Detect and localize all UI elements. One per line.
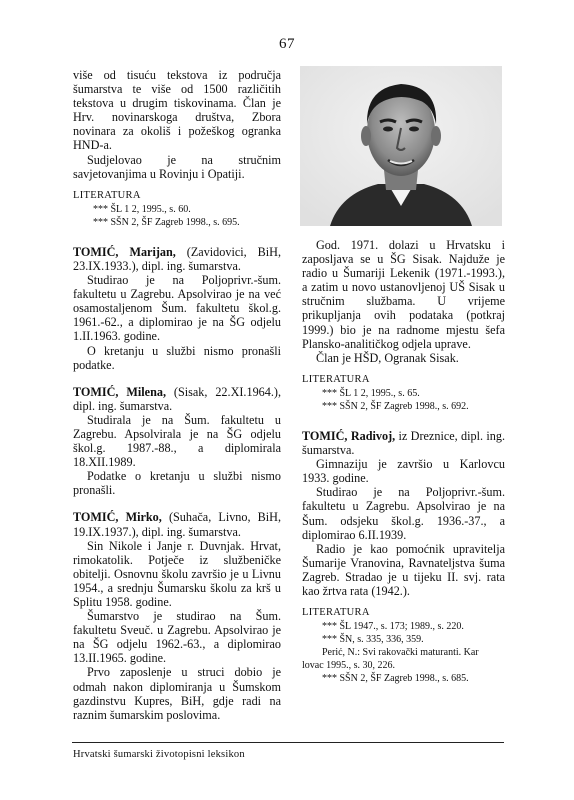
entry-paragraph: Prvo zaposlenje u struci dobio je odmah nakon diplomiranja u Šumskom gazdinstvu Kupres, BiH, gdje radi na raznim šumarskim poslovima. [73, 665, 281, 722]
literature-item: *** ŠL 1 2, 1995., s. 65. [322, 387, 420, 399]
entry-paragraph: Studirao je na Poljoprivr.-šum. fakultetu u Zagrebu. Apsolvirao je na već osamostaljenom Šum. fakultetu škol.g. 1961.-62., a diplomirao je na ŠG odjelu 1.II.1963. godine. [73, 273, 281, 344]
literature-item: *** ŠN, s. 335, 336, 359. [322, 634, 424, 646]
entry-milena [73, 385, 281, 498]
literature-title: LITERATURA [73, 189, 141, 201]
footer-rule [72, 742, 504, 743]
entry-header: (Zavidovici, BiH, 23.IX.1933.), dipl. ing. šumarstva. [73, 244, 282, 273]
entry-paragraph: Sin Nikole i Janje r. Duvnjak. Hrvat, rimokatolik. Potječe iz službeničke obitelji. Osnovnu školu završio je u Livnu 1954., a srednju Šumarsku školu za krš u Splitu 1958. godine. [73, 538, 281, 609]
entry-name: TOMIĆ, Mirko, [73, 510, 162, 525]
entry-paragraph: Studirala je na Šum. fakultetu u Zagrebu. Apsolvirala je na ŠG odjelu škol.g. 1987.-88., a diplomirala 18.XII.1989. [73, 412, 281, 470]
entry-paragraph: Studirao je na Poljoprivr.-šum. fakultetu u Zagrebu. Apsolvirao je na Šum. odsjeku škol.g. 1936.-37., a diplomirao 6.II.1939. [302, 485, 505, 542]
entry-name: TOMIĆ, Radivoj, [302, 428, 396, 443]
literature-item: *** ŠL 1947., s. 173; 1989., s. 220. [322, 621, 464, 633]
entry-paragraph: Šumarstvo je studirao na Šum. fakultetu Sveuč. u Zagrebu. Apsolvirao je na ŠG odjelu 1962.-63., a diplomirao 13.II.1965. godine. [73, 609, 281, 666]
entry-header: (Suhača, Livno, BiH, 19.IX.1937.), dipl. ing. šumarstva. [73, 510, 282, 539]
literature-item: Perić, N.: Svi rakovački maturanti. Kar [322, 647, 479, 659]
entry-paragraph: Podatke o kretanju u službi nismo pronašli. [73, 469, 281, 498]
cont-paragraph: Član je HŠD, Ogranak Sisak. [316, 350, 459, 365]
portrait-photo [300, 66, 502, 226]
literature-title: LITERATURA [302, 607, 370, 619]
literature-item: *** SŠN 2, ŠF Zagreb 1998., s. 692. [322, 400, 469, 412]
cont-paragraph: God. 1971. dolazi u Hrvatsku i zaposljava se u ŠG Sisak. Najduže je radio u Šumariji Lekenik (1971.-1993.), a zatim u novo ustanovljenoj UŠ Sisak u stručnim službama. U vrijeme prikupljanja ovih podataka (potkraj 1999.) bio je na radnome mjestu šefa Plansko-analitičkog odjela uprave. [302, 238, 505, 351]
footer-title: Hrvatski šumarski životopisni leksikon [73, 749, 245, 760]
literature-item: lovac 1995., s. 30, 226. [302, 660, 396, 672]
entry-paragraph: Radio je kao pomoćnik upravitelja Šumarije Vranovina, Ravnateljstva šuma Zagreb. Stradao je u tijeku II. svj. rata kao žrtva rata (1942.). [302, 541, 505, 598]
entry-radivoj [302, 429, 505, 685]
intro-paragraph-2: Sudjelovao je na stručnim savjetovanjima u Rovinju i Opatiji. [73, 152, 281, 181]
entry-header: iz Dreznice, dipl. ing. šumarstva. [302, 428, 505, 458]
entry-marijan [73, 245, 281, 372]
literature-item: *** SŠN 2, ŠF Zagreb 1998., s. 685. [322, 673, 469, 685]
left-column [73, 68, 281, 722]
entry-paragraph: O kretanju u službi nismo pronašli podatke. [73, 343, 281, 372]
entry-mirko [73, 510, 281, 721]
literature-title: LITERATURA [302, 373, 370, 385]
entry-paragraph: Gimnaziju je završio u Karlovcu 1933. godine. [302, 457, 505, 486]
right-column [302, 238, 505, 685]
literature-item: *** ŠL 1 2, 1995., s. 60. [93, 203, 191, 215]
literature-item: *** SŠN 2, ŠF Zagreb 1998., s. 695. [93, 216, 240, 228]
entry-name: TOMIĆ, Marijan, [73, 244, 176, 259]
entry-header: (Sisak, 22.XI.1964.), dipl. ing. šumarstva. [73, 384, 281, 413]
entry-name: TOMIĆ, Milena, [73, 384, 166, 399]
page-number: 67 [279, 36, 295, 52]
intro-paragraph: više od tisuću tekstova iz područja šumarstva te više od 1500 različitih tekstova u drugim tiskovinama. Član je Hrv. novinarskoga društva, Zbora novinara za okoliš i požeškog ogranka HND-a. [73, 68, 281, 153]
